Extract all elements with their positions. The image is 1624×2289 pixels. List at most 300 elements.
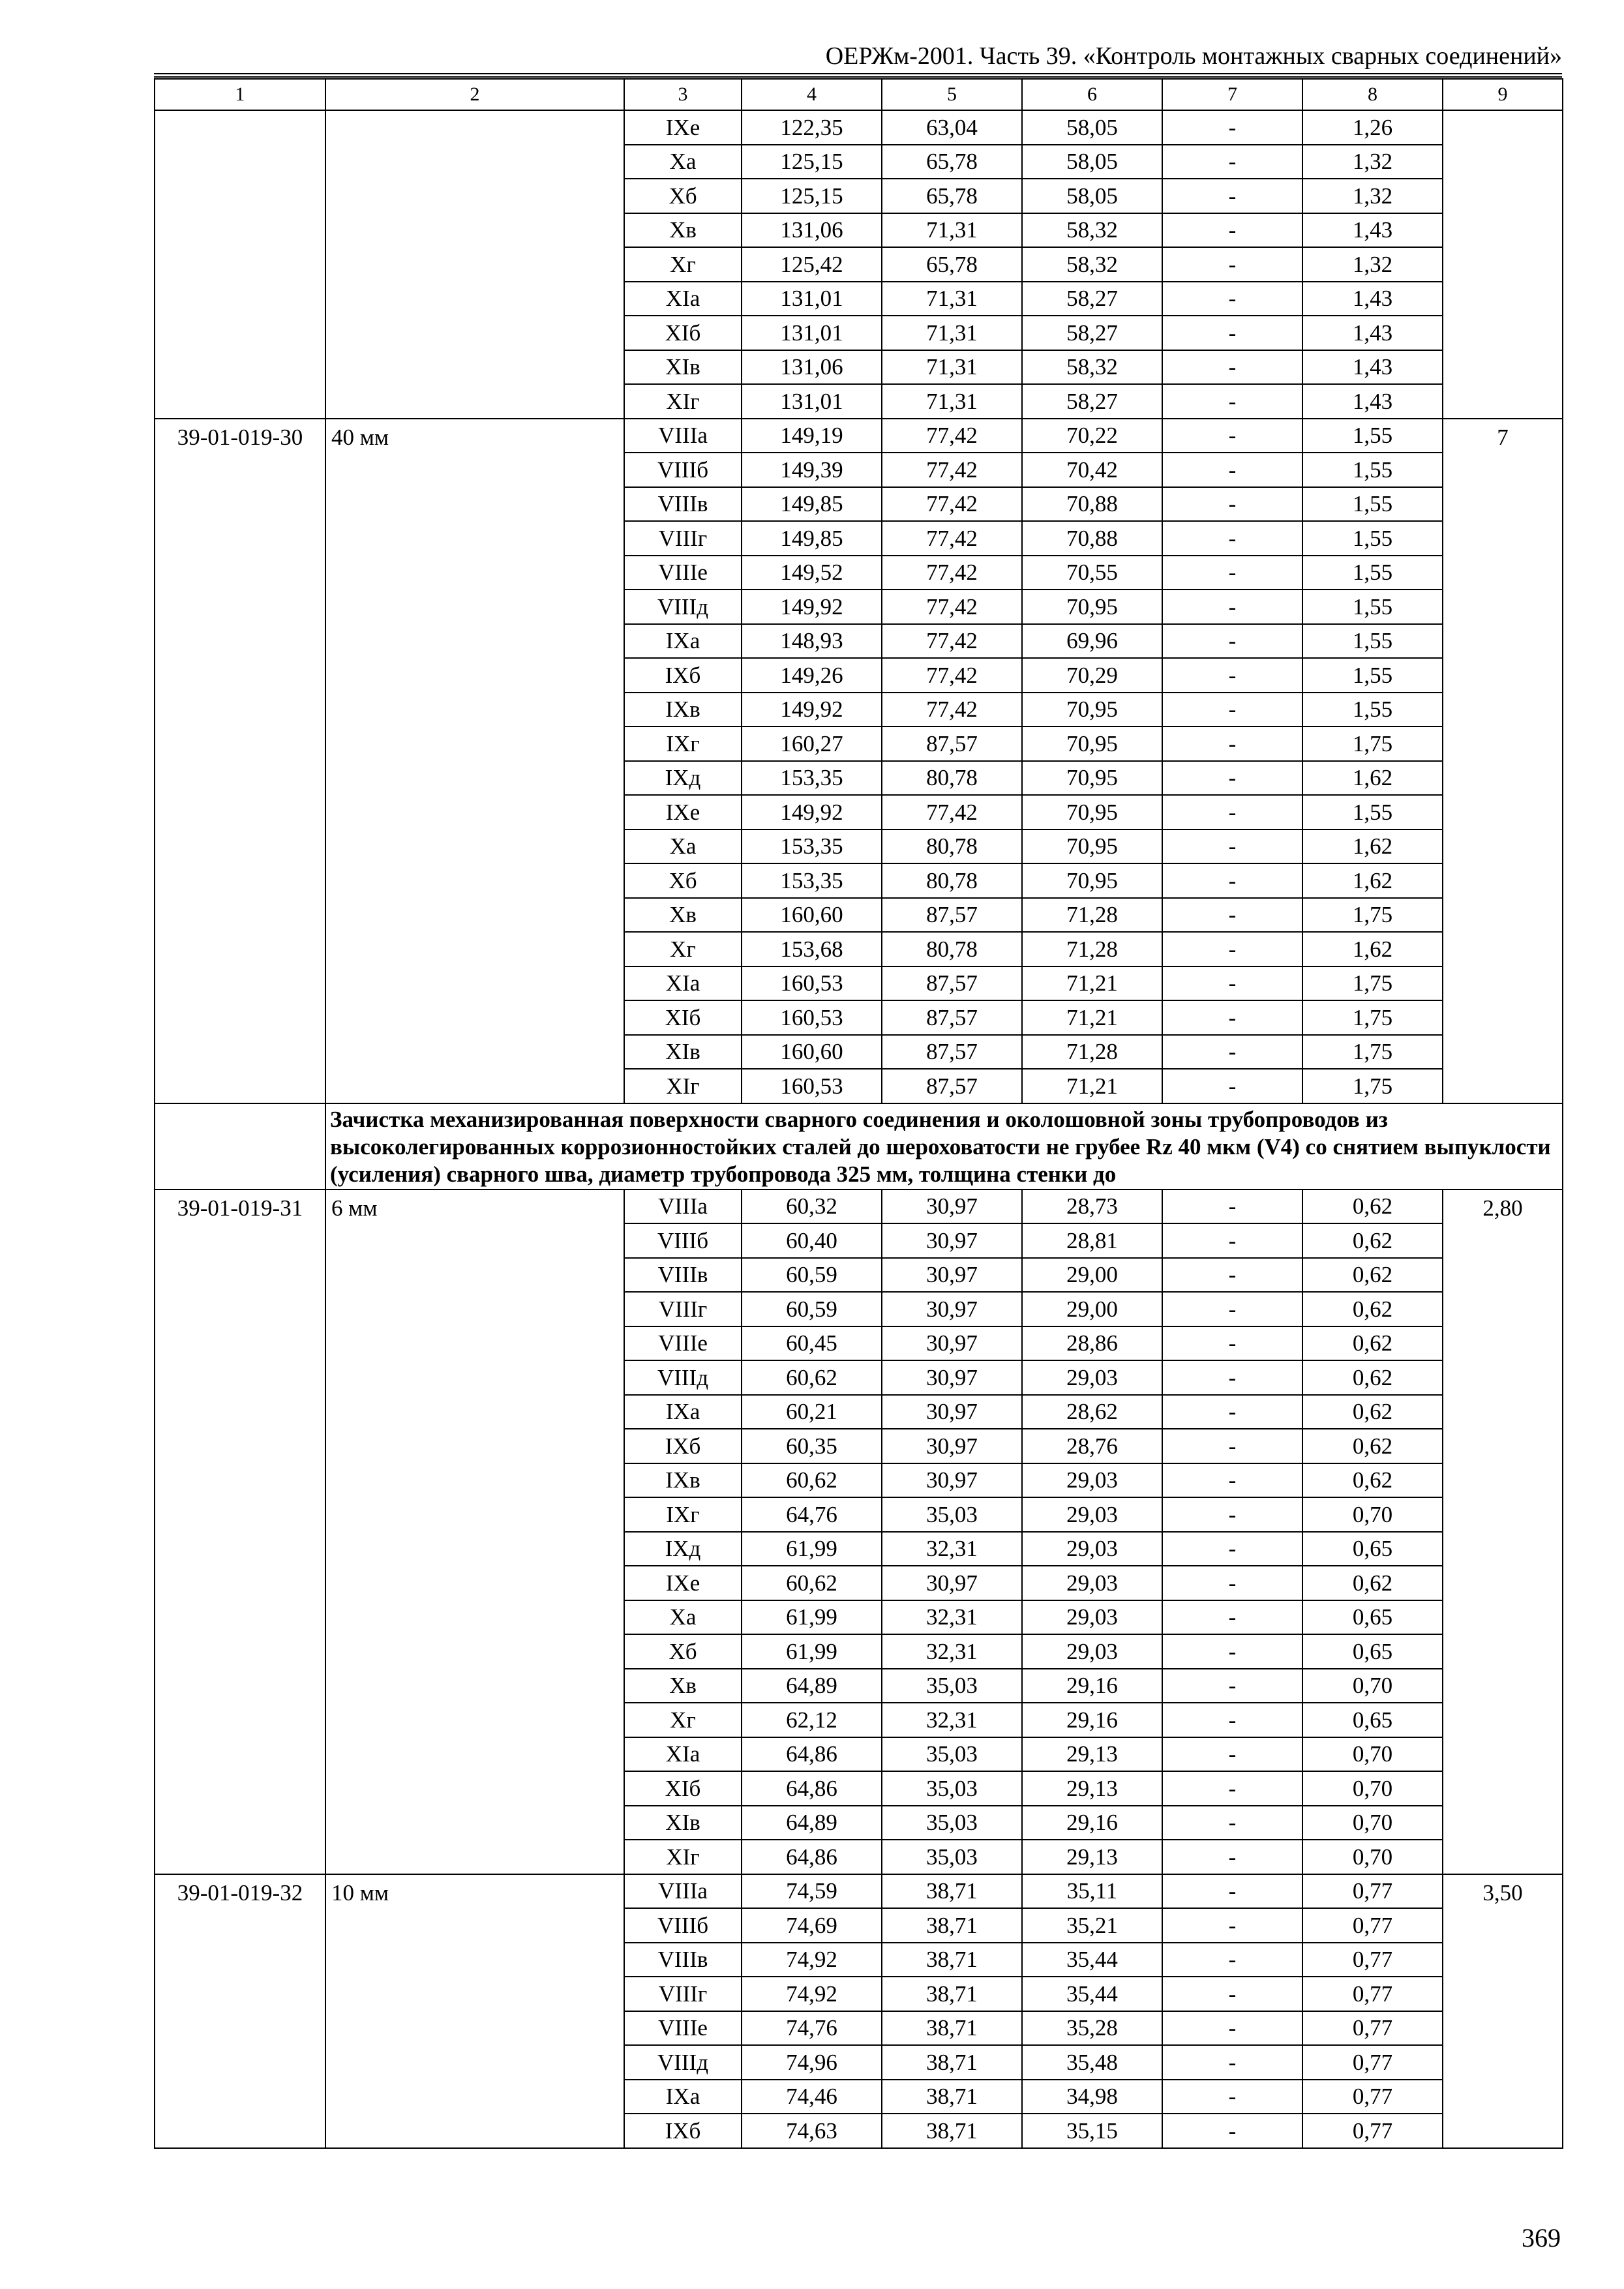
wall-thickness	[325, 110, 624, 419]
labor-cell: 0,77	[1302, 1977, 1443, 2011]
class-cell: VIIIe	[624, 1326, 742, 1361]
class-cell: VIIIв	[624, 1943, 742, 1977]
labor-cell: 0,65	[1302, 1703, 1443, 1737]
column-number: 6	[1022, 79, 1162, 110]
norms-table	[154, 78, 1563, 2149]
machines-cell: 70,95	[1022, 795, 1162, 830]
machines-cell: 69,96	[1022, 624, 1162, 659]
total-cost-cell: 60,21	[742, 1395, 882, 1429]
labor-cell: 0,77	[1302, 2011, 1443, 2046]
class-cell: IXг	[624, 726, 742, 761]
class-cell: IXa	[624, 2080, 742, 2114]
class-cell: VIIIe	[624, 2011, 742, 2046]
class-cell: Xг	[624, 932, 742, 966]
materials-cell: -	[1162, 453, 1302, 487]
labor-cell: 0,62	[1302, 1326, 1443, 1361]
total-cost-cell: 64,86	[742, 1737, 882, 1772]
total-cost-cell: 131,01	[742, 384, 882, 419]
class-cell: VIIIд	[624, 1360, 742, 1395]
wages-cell: 30,97	[882, 1292, 1022, 1326]
wages-cell: 32,31	[882, 1703, 1022, 1737]
wages-cell: 38,71	[882, 2045, 1022, 2080]
class-cell: Xв	[624, 213, 742, 248]
labor-cell: 1,43	[1302, 384, 1443, 419]
labor-cell: 0,62	[1302, 1223, 1443, 1258]
materials-cell: -	[1162, 2114, 1302, 2148]
total-cost-cell: 74,92	[742, 1943, 882, 1977]
materials-cell: -	[1162, 898, 1302, 933]
labor-cell: 0,65	[1302, 1600, 1443, 1635]
wall-thickness: 10 мм	[325, 1874, 624, 2148]
total-cost-cell: 74,96	[742, 2045, 882, 2080]
wages-cell: 87,57	[882, 1069, 1022, 1103]
class-cell: XIв	[624, 1035, 742, 1070]
materials-cell: -	[1162, 1703, 1302, 1737]
labor-cell: 0,70	[1302, 1737, 1443, 1772]
column-number: 4	[742, 79, 882, 110]
total-cost-cell: 74,46	[742, 2080, 882, 2114]
class-cell: XIг	[624, 1840, 742, 1874]
labor-cell: 0,77	[1302, 1908, 1443, 1943]
total-cost-cell: 149,19	[742, 419, 882, 453]
wages-cell: 30,97	[882, 1566, 1022, 1600]
wages-cell: 30,97	[882, 1258, 1022, 1293]
page-header: ОЕРЖм-2001. Часть 39. «Контроль монтажных сварных соединений»	[825, 42, 1562, 70]
labor-cell: 1,55	[1302, 453, 1443, 487]
labor-cell: 1,62	[1302, 761, 1443, 796]
materials-cell: -	[1162, 1463, 1302, 1498]
labor-cell: 1,62	[1302, 830, 1443, 864]
wages-cell: 35,03	[882, 1497, 1022, 1532]
column-number: 1	[155, 79, 325, 110]
total-cost-cell: 60,32	[742, 1189, 882, 1224]
class-cell: VIIIг	[624, 1977, 742, 2011]
labor-cell: 0,77	[1302, 2114, 1443, 2148]
materials-cell: -	[1162, 795, 1302, 830]
total-cost-cell: 131,01	[742, 282, 882, 316]
machines-cell: 28,73	[1022, 1189, 1162, 1224]
machines-cell: 35,48	[1022, 2045, 1162, 2080]
machines-cell: 35,44	[1022, 1977, 1162, 2011]
materials-cell: -	[1162, 521, 1302, 556]
labor-cell: 0,70	[1302, 1669, 1443, 1703]
labor-cell: 1,55	[1302, 624, 1443, 659]
total-cost-cell: 153,35	[742, 830, 882, 864]
column-9-value: 7	[1443, 419, 1563, 1103]
labor-cell: 1,55	[1302, 658, 1443, 693]
header-rule-double	[154, 76, 1562, 78]
wages-cell: 77,42	[882, 624, 1022, 659]
column-number: 8	[1302, 79, 1443, 110]
class-cell: VIIIб	[624, 1908, 742, 1943]
materials-cell: -	[1162, 1292, 1302, 1326]
labor-cell: 0,77	[1302, 2045, 1443, 2080]
class-cell: VIIIв	[624, 487, 742, 522]
total-cost-cell: 153,35	[742, 761, 882, 796]
labor-cell: 1,55	[1302, 487, 1443, 522]
class-cell: Xб	[624, 863, 742, 898]
class-cell: Xa	[624, 1600, 742, 1635]
machines-cell: 58,32	[1022, 247, 1162, 282]
table-row	[155, 110, 1563, 145]
wages-cell: 32,31	[882, 1532, 1022, 1566]
machines-cell: 29,03	[1022, 1600, 1162, 1635]
wall-thickness: 40 мм	[325, 419, 624, 1103]
machines-cell: 58,32	[1022, 213, 1162, 248]
materials-cell: -	[1162, 1806, 1302, 1840]
labor-cell: 0,62	[1302, 1292, 1443, 1326]
labor-cell: 0,70	[1302, 1771, 1443, 1806]
section-title: Зачистка механизированная поверхности сварного соединения и околошовной зоны трубопроводов из высоколегированных коррозионностойких сталей до шероховатости не грубее Rz 40 мкм (V4) со снятием выпуклости (усиления) сварного шва, диаметр трубопровода 325 мм, толщина стенки до	[325, 1103, 1563, 1189]
labor-cell: 0,62	[1302, 1360, 1443, 1395]
wages-cell: 65,78	[882, 247, 1022, 282]
class-cell: Xв	[624, 898, 742, 933]
wages-cell: 38,71	[882, 1977, 1022, 2011]
machines-cell: 71,28	[1022, 1035, 1162, 1070]
materials-cell: -	[1162, 1771, 1302, 1806]
labor-cell: 1,62	[1302, 863, 1443, 898]
norm-code	[155, 110, 325, 419]
class-cell: Xб	[624, 1634, 742, 1669]
class-cell: XIб	[624, 1771, 742, 1806]
class-cell: IXa	[624, 624, 742, 659]
wages-cell: 77,42	[882, 453, 1022, 487]
labor-cell: 0,62	[1302, 1189, 1443, 1224]
labor-cell: 1,62	[1302, 932, 1443, 966]
column-number-row	[155, 79, 1563, 110]
labor-cell: 1,55	[1302, 556, 1443, 590]
machines-cell: 35,15	[1022, 2114, 1162, 2148]
machines-cell: 29,00	[1022, 1258, 1162, 1293]
labor-cell: 1,55	[1302, 419, 1443, 453]
labor-cell: 0,62	[1302, 1395, 1443, 1429]
machines-cell: 35,11	[1022, 1874, 1162, 1909]
wages-cell: 77,42	[882, 521, 1022, 556]
machines-cell: 58,27	[1022, 384, 1162, 419]
class-cell: VIIIб	[624, 453, 742, 487]
table-body	[155, 79, 1563, 2148]
labor-cell: 1,32	[1302, 179, 1443, 213]
total-cost-cell: 160,60	[742, 1035, 882, 1070]
materials-cell: -	[1162, 1600, 1302, 1635]
machines-cell: 70,42	[1022, 453, 1162, 487]
materials-cell: -	[1162, 2045, 1302, 2080]
class-cell: IXб	[624, 1429, 742, 1463]
labor-cell: 0,62	[1302, 1566, 1443, 1600]
wages-cell: 30,97	[882, 1326, 1022, 1361]
class-cell: IXв	[624, 1463, 742, 1498]
materials-cell: -	[1162, 1429, 1302, 1463]
total-cost-cell: 149,85	[742, 521, 882, 556]
wages-cell: 38,71	[882, 1908, 1022, 1943]
total-cost-cell: 131,06	[742, 213, 882, 248]
machines-cell: 34,98	[1022, 2080, 1162, 2114]
labor-cell: 1,75	[1302, 966, 1443, 1001]
class-cell: XIa	[624, 966, 742, 1001]
wages-cell: 87,57	[882, 1035, 1022, 1070]
materials-cell: -	[1162, 590, 1302, 624]
labor-cell: 0,65	[1302, 1634, 1443, 1669]
materials-cell: -	[1162, 179, 1302, 213]
column-9-value: 3,50	[1443, 1874, 1563, 2148]
materials-cell: -	[1162, 1737, 1302, 1772]
materials-cell: -	[1162, 1360, 1302, 1395]
wages-cell: 77,42	[882, 419, 1022, 453]
labor-cell: 0,70	[1302, 1497, 1443, 1532]
total-cost-cell: 131,06	[742, 350, 882, 385]
wages-cell: 77,42	[882, 658, 1022, 693]
wages-cell: 35,03	[882, 1669, 1022, 1703]
materials-cell: -	[1162, 624, 1302, 659]
class-cell: XIa	[624, 1737, 742, 1772]
class-cell: VIIIa	[624, 1189, 742, 1224]
wages-cell: 87,57	[882, 966, 1022, 1001]
class-cell: IXв	[624, 693, 742, 727]
machines-cell: 70,55	[1022, 556, 1162, 590]
wages-cell: 32,31	[882, 1634, 1022, 1669]
table-row	[155, 1189, 1563, 1224]
wages-cell: 35,03	[882, 1840, 1022, 1874]
wages-cell: 80,78	[882, 863, 1022, 898]
machines-cell: 70,95	[1022, 863, 1162, 898]
wages-cell: 77,42	[882, 556, 1022, 590]
materials-cell: -	[1162, 863, 1302, 898]
materials-cell: -	[1162, 1908, 1302, 1943]
labor-cell: 1,32	[1302, 247, 1443, 282]
wages-cell: 77,42	[882, 487, 1022, 522]
materials-cell: -	[1162, 726, 1302, 761]
class-cell: VIIIг	[624, 1292, 742, 1326]
total-cost-cell: 125,42	[742, 247, 882, 282]
class-cell: Xб	[624, 179, 742, 213]
labor-cell: 0,62	[1302, 1463, 1443, 1498]
machines-cell: 71,28	[1022, 898, 1162, 933]
total-cost-cell: 64,89	[742, 1806, 882, 1840]
class-cell: IXд	[624, 1532, 742, 1566]
labor-cell: 0,62	[1302, 1258, 1443, 1293]
materials-cell: -	[1162, 1223, 1302, 1258]
materials-cell: -	[1162, 1000, 1302, 1035]
machines-cell: 70,22	[1022, 419, 1162, 453]
machines-cell: 71,21	[1022, 966, 1162, 1001]
machines-cell: 35,21	[1022, 1908, 1162, 1943]
total-cost-cell: 74,76	[742, 2011, 882, 2046]
class-cell: IXe	[624, 795, 742, 830]
materials-cell: -	[1162, 966, 1302, 1001]
labor-cell: 1,26	[1302, 110, 1443, 145]
machines-cell: 29,03	[1022, 1566, 1162, 1600]
machines-cell: 29,03	[1022, 1634, 1162, 1669]
total-cost-cell: 153,68	[742, 932, 882, 966]
wages-cell: 30,97	[882, 1395, 1022, 1429]
materials-cell: -	[1162, 110, 1302, 145]
labor-cell: 0,77	[1302, 1874, 1443, 1909]
labor-cell: 0,77	[1302, 2080, 1443, 2114]
wages-cell: 71,31	[882, 350, 1022, 385]
wages-cell: 30,97	[882, 1429, 1022, 1463]
materials-cell: -	[1162, 145, 1302, 179]
wages-cell: 87,57	[882, 898, 1022, 933]
total-cost-cell: 131,01	[742, 316, 882, 350]
header-rule	[154, 73, 1562, 74]
class-cell: VIIIд	[624, 2045, 742, 2080]
wages-cell: 30,97	[882, 1463, 1022, 1498]
total-cost-cell: 64,76	[742, 1497, 882, 1532]
wages-cell: 71,31	[882, 316, 1022, 350]
total-cost-cell: 60,40	[742, 1223, 882, 1258]
materials-cell: -	[1162, 1069, 1302, 1103]
machines-cell: 70,95	[1022, 726, 1162, 761]
machines-cell: 29,13	[1022, 1737, 1162, 1772]
machines-cell: 70,95	[1022, 830, 1162, 864]
class-cell: VIIIд	[624, 590, 742, 624]
labor-cell: 1,43	[1302, 282, 1443, 316]
materials-cell: -	[1162, 247, 1302, 282]
column-9-value: 2,80	[1443, 1189, 1563, 1874]
machines-cell: 58,05	[1022, 179, 1162, 213]
total-cost-cell: 148,93	[742, 624, 882, 659]
norm-code: 39-01-019-31	[155, 1189, 325, 1874]
materials-cell: -	[1162, 1840, 1302, 1874]
total-cost-cell: 60,59	[742, 1292, 882, 1326]
class-cell: IXa	[624, 1395, 742, 1429]
section-spacer	[155, 1103, 325, 1189]
class-cell: XIг	[624, 1069, 742, 1103]
machines-cell: 29,13	[1022, 1840, 1162, 1874]
materials-cell: -	[1162, 1977, 1302, 2011]
wages-cell: 63,04	[882, 110, 1022, 145]
wages-cell: 71,31	[882, 282, 1022, 316]
labor-cell: 1,55	[1302, 521, 1443, 556]
total-cost-cell: 149,26	[742, 658, 882, 693]
materials-cell: -	[1162, 1189, 1302, 1224]
table-row	[155, 419, 1563, 453]
machines-cell: 28,86	[1022, 1326, 1162, 1361]
machines-cell: 70,29	[1022, 658, 1162, 693]
total-cost-cell: 64,86	[742, 1771, 882, 1806]
machines-cell: 29,13	[1022, 1771, 1162, 1806]
machines-cell: 58,32	[1022, 350, 1162, 385]
machines-cell: 29,16	[1022, 1703, 1162, 1737]
labor-cell: 0,65	[1302, 1532, 1443, 1566]
total-cost-cell: 60,62	[742, 1566, 882, 1600]
materials-cell: -	[1162, 419, 1302, 453]
machines-cell: 70,95	[1022, 590, 1162, 624]
machines-cell: 29,16	[1022, 1669, 1162, 1703]
total-cost-cell: 160,53	[742, 1069, 882, 1103]
total-cost-cell: 62,12	[742, 1703, 882, 1737]
labor-cell: 1,55	[1302, 590, 1443, 624]
total-cost-cell: 149,92	[742, 795, 882, 830]
column-number: 3	[624, 79, 742, 110]
materials-cell: -	[1162, 1874, 1302, 1909]
labor-cell: 1,75	[1302, 1000, 1443, 1035]
wages-cell: 65,78	[882, 179, 1022, 213]
class-cell: IXб	[624, 2114, 742, 2148]
labor-cell: 0,62	[1302, 1429, 1443, 1463]
total-cost-cell: 60,62	[742, 1360, 882, 1395]
wages-cell: 77,42	[882, 795, 1022, 830]
machines-cell: 70,95	[1022, 761, 1162, 796]
wages-cell: 65,78	[882, 145, 1022, 179]
machines-cell: 71,28	[1022, 932, 1162, 966]
machines-cell: 58,05	[1022, 145, 1162, 179]
labor-cell: 1,75	[1302, 898, 1443, 933]
total-cost-cell: 64,89	[742, 1669, 882, 1703]
class-cell: VIIIб	[624, 1223, 742, 1258]
labor-cell: 1,43	[1302, 316, 1443, 350]
class-cell: Xг	[624, 247, 742, 282]
labor-cell: 1,43	[1302, 350, 1443, 385]
machines-cell: 70,88	[1022, 521, 1162, 556]
total-cost-cell: 160,53	[742, 1000, 882, 1035]
materials-cell: -	[1162, 384, 1302, 419]
wages-cell: 38,71	[882, 2114, 1022, 2148]
wages-cell: 87,57	[882, 726, 1022, 761]
class-cell: VIIIг	[624, 521, 742, 556]
total-cost-cell: 60,59	[742, 1258, 882, 1293]
machines-cell: 70,95	[1022, 693, 1162, 727]
class-cell: VIIIв	[624, 1258, 742, 1293]
materials-cell: -	[1162, 2080, 1302, 2114]
labor-cell: 1,43	[1302, 213, 1443, 248]
section-title-row	[155, 1103, 1563, 1189]
wages-cell: 80,78	[882, 830, 1022, 864]
wages-cell: 77,42	[882, 590, 1022, 624]
total-cost-cell: 61,99	[742, 1634, 882, 1669]
total-cost-cell: 64,86	[742, 1840, 882, 1874]
class-cell: XIб	[624, 1000, 742, 1035]
class-cell: XIб	[624, 316, 742, 350]
norm-code: 39-01-019-30	[155, 419, 325, 1103]
wages-cell: 35,03	[882, 1771, 1022, 1806]
wages-cell: 30,97	[882, 1223, 1022, 1258]
class-cell: XIa	[624, 282, 742, 316]
machines-cell: 29,03	[1022, 1497, 1162, 1532]
machines-cell: 35,28	[1022, 2011, 1162, 2046]
total-cost-cell: 149,85	[742, 487, 882, 522]
machines-cell: 35,44	[1022, 1943, 1162, 1977]
materials-cell: -	[1162, 1035, 1302, 1070]
class-cell: VIIIa	[624, 419, 742, 453]
wages-cell: 87,57	[882, 1000, 1022, 1035]
materials-cell: -	[1162, 487, 1302, 522]
wages-cell: 80,78	[882, 761, 1022, 796]
labor-cell: 0,77	[1302, 1943, 1443, 1977]
materials-cell: -	[1162, 1326, 1302, 1361]
column-number: 5	[882, 79, 1022, 110]
class-cell: Xa	[624, 145, 742, 179]
wages-cell: 32,31	[882, 1600, 1022, 1635]
labor-cell: 0,70	[1302, 1840, 1443, 1874]
total-cost-cell: 74,63	[742, 2114, 882, 2148]
wages-cell: 38,71	[882, 1943, 1022, 1977]
materials-cell: -	[1162, 1566, 1302, 1600]
column-number: 7	[1162, 79, 1302, 110]
total-cost-cell: 160,60	[742, 898, 882, 933]
total-cost-cell: 149,92	[742, 590, 882, 624]
labor-cell: 1,75	[1302, 726, 1443, 761]
wall-thickness: 6 мм	[325, 1189, 624, 1874]
total-cost-cell: 60,45	[742, 1326, 882, 1361]
wages-cell: 77,42	[882, 693, 1022, 727]
class-cell: XIв	[624, 1806, 742, 1840]
wages-cell: 71,31	[882, 213, 1022, 248]
total-cost-cell: 149,52	[742, 556, 882, 590]
wages-cell: 30,97	[882, 1189, 1022, 1224]
machines-cell: 71,21	[1022, 1069, 1162, 1103]
total-cost-cell: 125,15	[742, 145, 882, 179]
